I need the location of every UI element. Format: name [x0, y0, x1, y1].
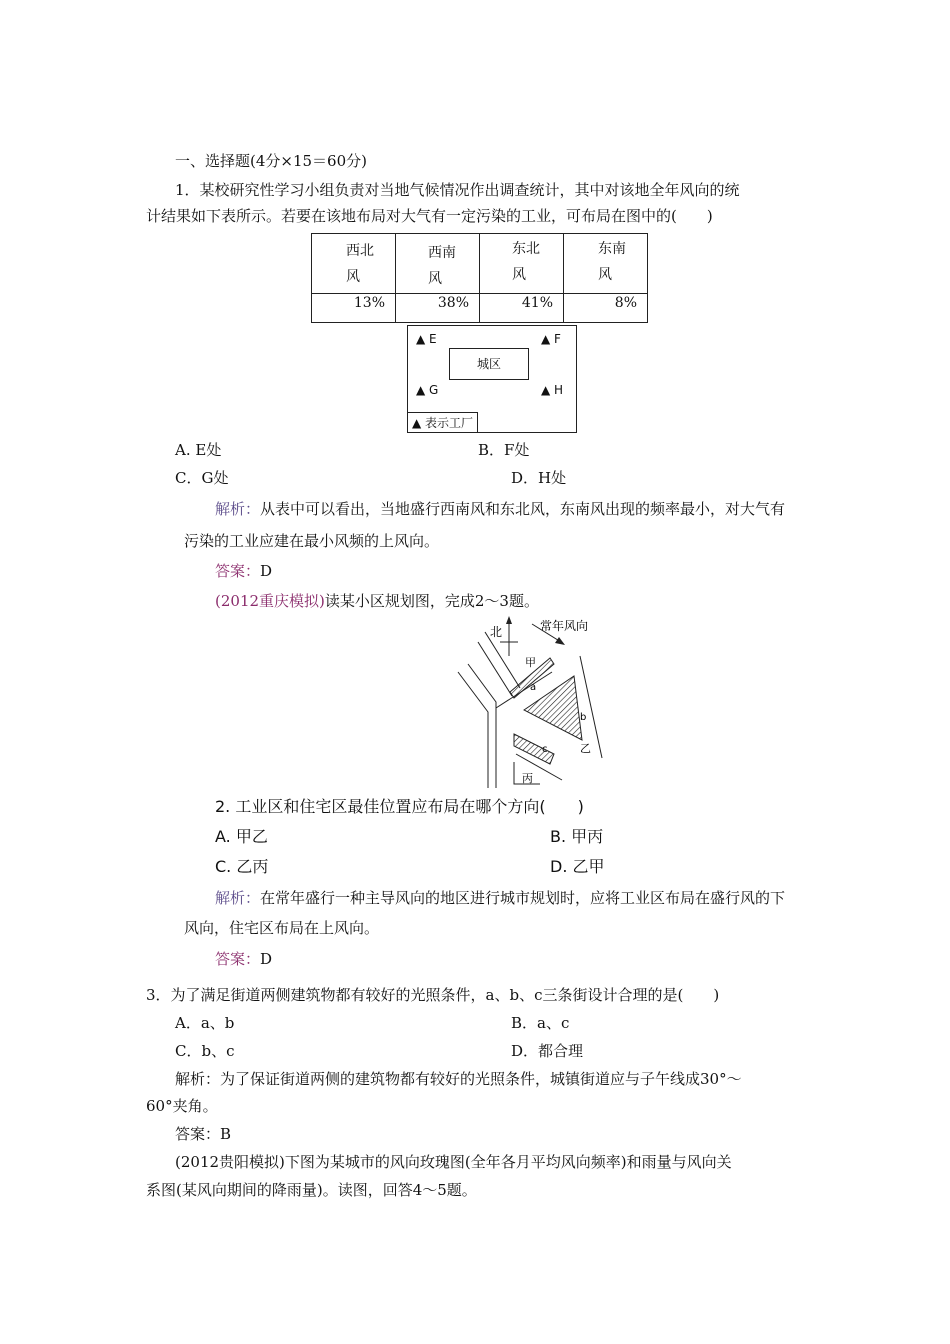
q1-option-d: D．H处	[511, 469, 567, 487]
value-southeast: 8%	[564, 294, 648, 323]
value-northeast: 41%	[480, 294, 564, 323]
factory-h-label: ▲ H	[541, 383, 564, 397]
factory-g-label: ▲ G	[416, 383, 439, 397]
street-c-label: c	[542, 744, 548, 755]
north-label: 北	[490, 625, 503, 639]
q2-option-d: D. 乙甲	[550, 857, 605, 876]
q2-answer: 答案：D	[215, 950, 273, 968]
factory-location-map	[407, 325, 577, 433]
header-southwest: 西南 风	[396, 234, 480, 294]
header-northwest: 西北 风	[312, 234, 396, 294]
q1-option-c: C．G处	[175, 469, 229, 487]
q3-answer: 答案：B	[175, 1125, 232, 1143]
map-legend: ▲ 表示工厂	[408, 412, 478, 432]
residential-planning-diagram	[440, 612, 620, 788]
q3-analysis-line1: 解析：为了保证街道两侧的建筑物都有较好的光照条件，城镇街道应与子午线成30°～	[175, 1070, 742, 1088]
q1-stem-line2: 计结果如下表所示。若要在该地布局对大气有一定污染的工业，可布局在图中的( )	[146, 207, 713, 225]
zone-bing-label: 丙	[522, 772, 533, 785]
q3-analysis-line2: 60°夹角。	[146, 1097, 218, 1115]
city-area: 城区	[449, 348, 529, 380]
zone-yi-label: 乙	[580, 742, 591, 755]
value-northwest: 13%	[312, 294, 396, 323]
q1-option-b: B．F处	[478, 441, 530, 459]
q3-option-c: C．b、c	[175, 1042, 235, 1060]
q1-analysis-line1: 解析：从表中可以看出，当地盛行西南风和东北风，东南风出现的频率最小，对大气有	[215, 500, 786, 518]
section-title: 一、选择题(4分×15＝60分)	[175, 152, 367, 170]
q3-option-d: D．都合理	[511, 1042, 584, 1060]
value-southwest: 38%	[396, 294, 480, 323]
q1-answer: 答案：D	[215, 562, 273, 580]
q45-intro-line2: 系图(某风向期间的降雨量)。读图，回答4～5题。	[146, 1181, 477, 1199]
q1-option-a: A. E处	[175, 441, 222, 459]
q3-option-b: B．a、c	[511, 1014, 570, 1032]
header-southeast: 东南 风	[564, 234, 648, 294]
q2-stem: 2. 工业区和住宅区最佳位置应布局在哪个方向( )	[215, 797, 584, 816]
zone-bing	[514, 734, 554, 764]
q2-analysis-line2: 风向，住宅区布局在上风向。	[184, 919, 380, 937]
street-a-label: a	[530, 682, 537, 693]
factory-e-label: ▲ E	[416, 332, 437, 346]
factory-f-label: ▲ F	[541, 332, 561, 346]
q45-intro-line1: (2012贵阳模拟)下图为某城市的风向玫瑰图(全年各月平均风向频率)和雨量与风向关	[175, 1153, 732, 1171]
header-northeast: 东北 风	[480, 234, 564, 294]
q2-analysis-line1: 解析：在常年盛行一种主导风向的地区进行城市规划时，应将工业区布局在盛行风的下	[215, 889, 786, 907]
zone-jia-label: 甲	[525, 656, 536, 669]
q1-analysis-line2: 污染的工业应建在最小风频的上风向。	[184, 532, 440, 550]
q2-option-c: C. 乙丙	[215, 857, 269, 876]
street-b-label: b	[580, 712, 587, 723]
q2-option-b: B. 甲丙	[550, 827, 604, 846]
q2-option-a: A. 甲乙	[215, 827, 268, 846]
wind-direction-label: 常年风向	[540, 619, 589, 633]
q3-stem: 3．为了满足街道两侧建筑物都有较好的光照条件，a、b、c三条街设计合理的是( )	[146, 986, 720, 1004]
wind-frequency-table	[311, 233, 648, 323]
q1-stem-line1: 1．某校研究性学习小组负责对当地气候情况作出调查统计，其中对该地全年风向的统	[175, 181, 740, 199]
north-arrow-icon	[500, 616, 518, 656]
q3-option-a: A．a、b	[175, 1014, 235, 1032]
q23-intro: (2012重庆模拟)读某小区规划图，完成2～3题。	[215, 592, 539, 610]
